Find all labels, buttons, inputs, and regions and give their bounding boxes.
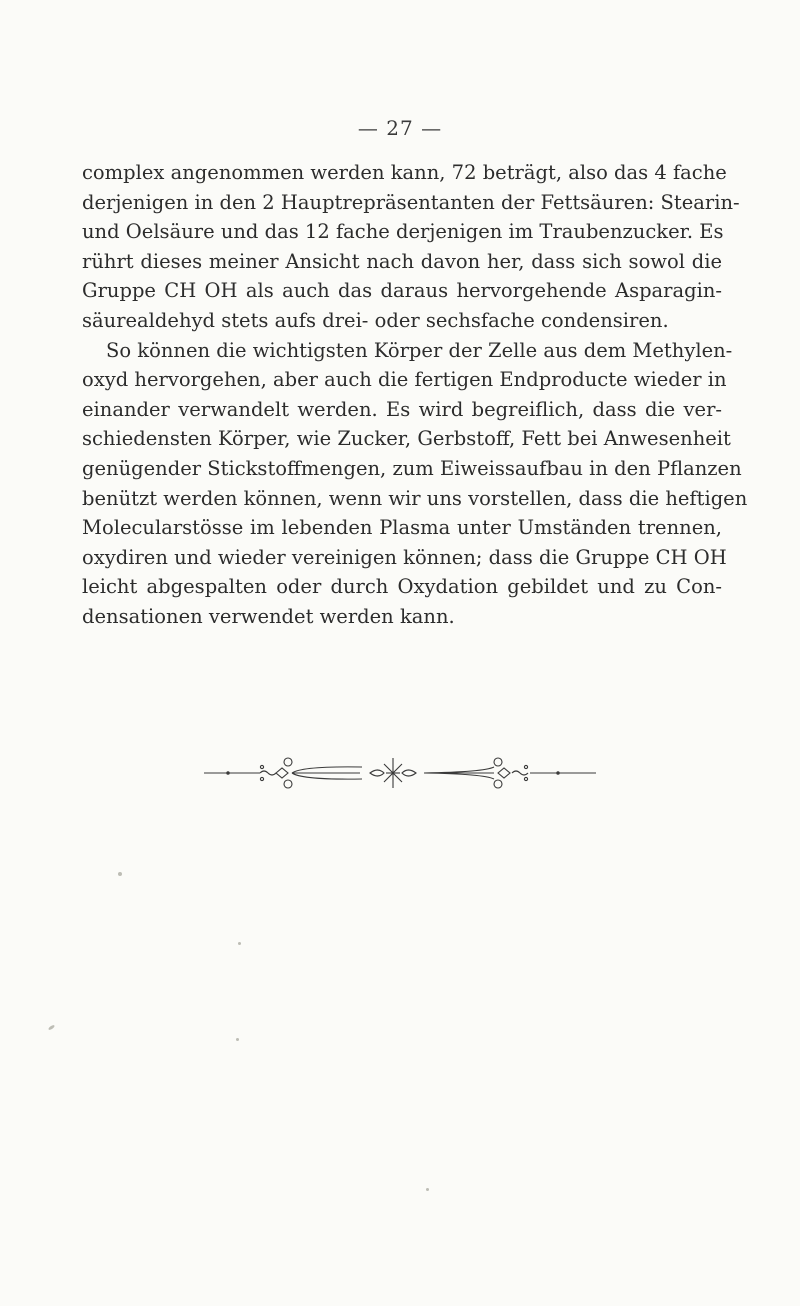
text-line: So können die wichtigsten Körper der Zelle aus dem Methylen- (106, 338, 733, 362)
text-line: densationen verwendet werden kann. (82, 604, 455, 628)
text-line: genügender Stickstoffmengen, zum Eiweissaufbau in den Pflanzen (82, 456, 742, 480)
text-line: Gruppe CH OH als auch das daraus hervorgehende Asparagin- (82, 279, 722, 303)
text-line: rührt dieses meiner Ansicht nach davon her, dass sich sowol die (82, 249, 722, 273)
text-line: einander verwandelt werden. Es wird begreiflich, dass die ver- (82, 397, 722, 421)
text-line: Molecularstösse im lebenden Plasma unter Umständen trennen, (82, 516, 722, 540)
text-line: leicht abgespalten oder durch Oxydation gebildet und zu Con- (82, 575, 722, 599)
paper-speck (118, 872, 122, 876)
paper-speck (426, 1188, 429, 1191)
text-line: oxydiren und wieder vereinigen können; dass die Gruppe CH OH (82, 545, 727, 569)
text-line: schiedensten Körper, wie Zucker, Gerbstoff, Fett bei Anwesenheit (82, 427, 731, 451)
text-line: complex angenommen werden kann, 72 beträgt, also das 4 fache (82, 161, 727, 184)
text-line: und Oelsäure und das 12 fache derjenigen im Traubenzucker. Es (82, 220, 724, 244)
text-line: säurealdehyd stets aufs drei- oder sechsfache condensiren. (82, 308, 669, 332)
page-number: — 27 — (357, 116, 443, 140)
paper-speck (236, 1038, 239, 1041)
paper-speck (238, 942, 241, 945)
paper-speck (48, 1024, 55, 1030)
text-line: oxyd hervorgehen, aber auch die fertigen Endproducte wieder in (82, 368, 727, 392)
decorative-tailpiece-icon (200, 756, 600, 790)
text-line: benützt werden können, wenn wir uns vorstellen, dass die heftigen (82, 486, 748, 510)
body-text (82, 158, 748, 632)
text-line: derjenigen in den 2 Hauptrepräsentanten der Fettsäuren: Stearin- (82, 190, 740, 214)
